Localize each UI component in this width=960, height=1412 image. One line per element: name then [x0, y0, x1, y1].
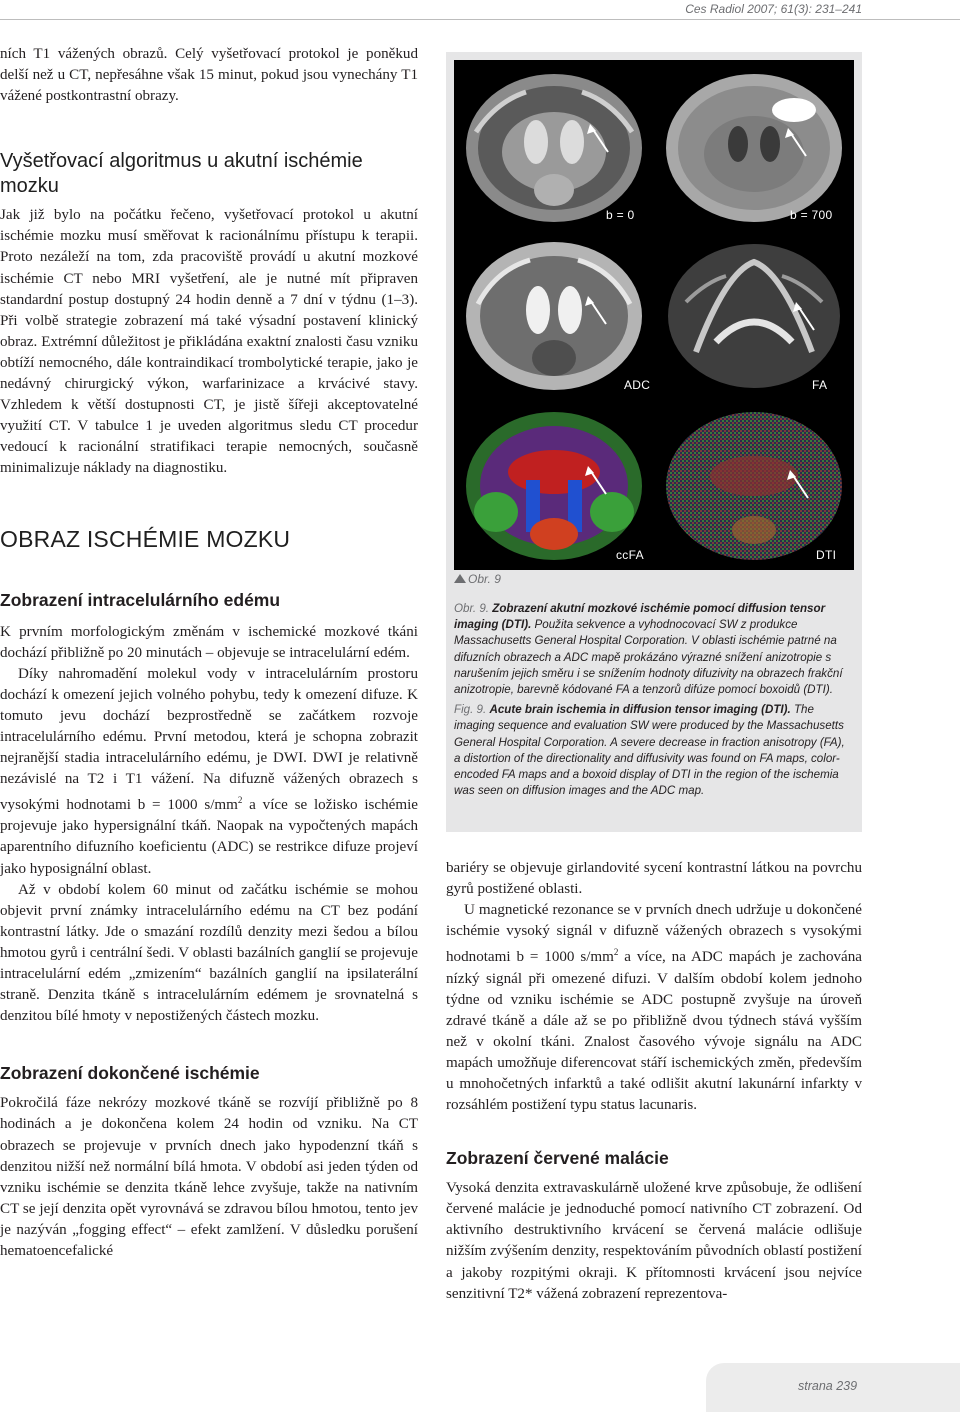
panel-dti [656, 402, 852, 566]
panel-ccfa [456, 402, 652, 566]
panel-b700 [656, 62, 852, 226]
right-paragraph-1: bariéry se objevuje girlandovité sycení kontrastní látkou na povrchu gyrů postižené oblasti. [446, 860, 862, 898]
panel-adc [456, 232, 652, 396]
page-number-tab [706, 1363, 960, 1412]
intracellular-paragraph-3: Až v období kolem 60 minut od začátku ischémie se mohou objevit první známky intracelulárního edému na CT bez podání kontrastní látky. Jde o smazání rozdílů denzity mezi šedou a bílou hmotou gyrů i centrální šedi. V oblasti bazálních ganglií se projevuje intracelulární edém „zmizením“ bazálních ganglií na ipsilaterální straně. Denzita tkáně s intracelulárním edémem je srovnatelná s denzitou bílé hmoty v nepostižených částech mozku. [0, 881, 418, 1025]
caption-english: Fig. 9. Acute brain ischemia in diffusion tensor imaging (DTI). The imaging sequence and evaluation SW were produced by the Massachusetts General Hospital Corporation. A severe decrease in fraction anisotropy (FA), a distortion of the directionality and diffusivity was found on FA maps, color-encoded FA maps and a boxoid display of DTI in the region of the ischemia was seen on diffusion images and the ADC map. [454, 703, 845, 798]
figure-caption [454, 601, 854, 803]
label-fa: FA [812, 378, 828, 392]
intro-paragraph: ních T1 vážených obrazů. Celý vyšetřovací protokol je poněkud delší než u CT, nepřesáhne však 15 minut, pokud jsou vynechány T1 vážené postkontrastní obrazy. [0, 46, 418, 105]
right-paragraph-2: U magnetické rezonance se v prvních dnech udržuje u dokončené ischémie vysoký signál v difuzně vážených obrazech s vysokými hodnotami b = 1000 $s/mm^2$ a více, na ADC mapách je zachována nízký signál při omezené difuzi. V dalším období kolem jednoho týdne od vzniku ischémie se ADC postupně zvyšuje na úroveň zdravé tkáně a dále až se po přibližně dvou týdnech stává vyšším než v okolní tkáni. Znalost časového vývoje signálu na ADC mapách umožňuje diferencovat stáří ischemických změn, především u mnohočetných infarktů a také odlišit akutní lakunární infarkty v rozsáhlém postižení typu status lacunaris. [446, 902, 862, 1114]
algorithm-paragraph: Jak již bylo na počátku řečeno, vyšetřovací protokol u akutní ischémie mozku musí směřovat k racionálnímu přístupu k terapii. Proto nezáleží na tom, zda pracoviště provádí u akutní mozkové ischémie CT nebo MRI vyšetření, ale je nutné mít připraven standardní postup dostupný 24 hodin denně a 7 dní v týdnu (1–3). Při volbě strategie zobrazení má také výsadní postavení klinický obraz. Extrémní důležitost je přikládána exaktní znalosti času vzniku obtíží nemocného, dále kontraindikací trombolytické terapie, jako je nedávný chirurgický výkon, warfarinizace a krvácivé stavy. Vzhledem k větší dostupnosti CT, je jistě šířeji akceptovatelné využití CT. V tabulce 1 je uveden algoritmus sledu CT procedur vedoucí k racionální stratifikaci terapie nemocných, současně minimalizuje náklady na diagnostiku. [0, 207, 418, 477]
brain-scan-b700 [656, 62, 852, 226]
figure-marker: Obr. 9 [454, 572, 501, 586]
brain-scan-b0 [456, 62, 652, 226]
heading-completed-ischemia: Zobrazení dokončené ischémie [0, 1063, 260, 1084]
red-malacia-paragraph: Vysoká denzita extravaskulárně uložené krve způsobuje, že odlišení červené malácie je jednoduché pomocí nativního CT zobrazení. Od aktivního destruktivního krvácení se červená malácie odlišuje nižším zvýšením denzity, respektováním původních oblastí postižení a jakoby rozpitými okraji. K přítomnosti krvácení jsou nejvíce senzitivní T2* vážená zobrazení reprezentova- [446, 1180, 862, 1302]
heading-red-malacia: Zobrazení červené malácie [446, 1148, 669, 1169]
label-ccfa: ccFA [616, 548, 644, 562]
triangle-up-icon [454, 574, 466, 583]
major-heading: OBRAZ ISCHÉMIE MOZKU [0, 525, 291, 552]
label-b0: b = 0 [606, 208, 635, 222]
figure-box [446, 52, 862, 832]
brain-scan-dti [656, 402, 852, 566]
caption-czech: Obr. 9. Zobrazení akutní mozkové ischémie pomocí diffusion tensor imaging (DTI). Použita sekvence a vyhodnocovací SW z produkce Massachusetts General Hospital Corporation. V oblasti ischémie patrné na difuzních obrazech a ADC mapě prokázáno výrazné snížení anizotropie s narušením jejich směru i se snížením hodnoty difuzivity na obrazech frakční anizotropie, barevně kódované FA a tenzorů difúze pomocí boxoidů (DTI). [454, 602, 843, 697]
label-adc: ADC [624, 378, 651, 392]
journal-citation: Ces Radiol 2007; 61(3): 231–241 [685, 2, 862, 16]
intracellular-paragraph-2: Díky nahromadění molekul vody v intracelulárním prostoru dochází k omezení jejich volného pohybu, tedy k omezení difuze. K tomuto jevu dochází bezprostředně se začátkem rozvoje intracelulárního edému. První metodou, která je schopna zobrazit nejranější stadia intracelulárního edému, je DWI. DWI je relativně nezávislé na T2 i T1 vážení. Na difuzně vážených obrazech s vysokými hodnotami b = 1000 $s/mm^2$ a více se ložisko ischémie projevuje jako hypersignální tkáň. Naopak na vypočtených mapách aparentního difuzního koeficientu (ADC) se restrikce difuze projeví jako hyposignální oblast. [0, 665, 419, 877]
right-column [446, 858, 862, 1305]
label-b700: b = 700 [790, 208, 833, 222]
page-number: strana 239 [798, 1379, 858, 1393]
brain-scan-adc [456, 232, 652, 396]
panel-b0 [456, 62, 652, 226]
label-dti: DTI [816, 548, 837, 562]
mri-figure [454, 60, 854, 570]
heading-intracellular: Zobrazení intracelulárního edému [0, 589, 281, 610]
heading-algorithm: Vyšetřovací algoritmus u akutní ischémie mozku [0, 150, 363, 198]
panel-fa [656, 232, 852, 396]
left-column [0, 44, 418, 1262]
completed-ischemia-paragraph: Pokročilá fáze nekrózy mozkové tkáně se rozvíjí přibližně po 8 hodinách a je dokončena kolem 24 hodin od vzniku. Na CT obrazech se projevuje v prvních dnech jako hypodenzní tkáň s denzitou nižší než normální bílá hmota. V období asi jeden týden od vzniku ischémie se denzita tkáně lehce zvyšuje, takže na nativním CT se její denzita opět vyrovnává se zdravou bílou hmotou, tento jev je nazýván „fogging effect“ – efekt zamlžení. V důsledku porušení hematoencefalické [0, 1095, 418, 1259]
intracellular-paragraph-1: K prvním morfologickým změnám v ischemické mozkové tkáni dochází přibližně po 20 minutách – objevuje se intracelulární edém. [0, 623, 418, 661]
brain-scan-fa [656, 232, 852, 396]
brain-scan-ccfa [456, 402, 652, 566]
running-head [0, 0, 960, 20]
